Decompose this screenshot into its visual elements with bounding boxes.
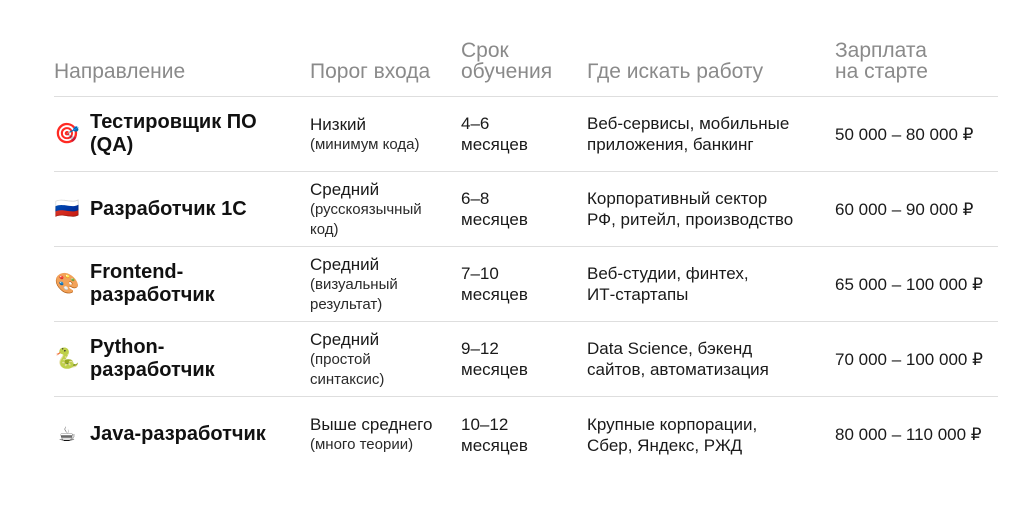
salary-cell: 65 000 – 100 000 ₽ (835, 274, 983, 294)
where-cell: Крупные корпорации, Сбер, Яндекс, РЖД (587, 414, 758, 455)
python-logo-icon: 🐍 (54, 348, 80, 370)
direction-name: Java-разработчик (90, 423, 266, 445)
table-row (54, 97, 998, 172)
career-comparison-table (54, 40, 998, 472)
entry-note: (простой синтаксис) (310, 350, 385, 388)
table-row (54, 322, 998, 397)
header-starting-salary: Зарплата на старте (835, 39, 928, 83)
duration-cell: 10–12 месяцев (461, 414, 528, 455)
target-icon: 🎯 (54, 123, 80, 145)
duration-cell: 4–6 месяцев (461, 114, 528, 154)
salary-cell: 50 000 – 80 000 ₽ (835, 124, 974, 144)
header-where-to-work: Где искать работу (587, 60, 764, 83)
entry-cell (310, 114, 461, 155)
table-row (54, 397, 998, 472)
table-row (54, 247, 998, 322)
palette-icon: 🎨 (54, 273, 80, 295)
header-entry-threshold: Порог входа (310, 60, 431, 83)
entry-cell (310, 329, 461, 390)
duration-cell: 6–8 месяцев (461, 189, 528, 229)
coffee-cup-icon: ☕ (58, 423, 76, 446)
entry-level: Средний (310, 329, 380, 349)
direction-name: Frontend- разработчик (90, 261, 215, 306)
duration-cell: 7–10 месяцев (461, 264, 528, 304)
direction-cell (54, 111, 310, 157)
table-header-row (54, 40, 998, 97)
direction-cell (54, 198, 310, 221)
entry-cell (310, 254, 461, 315)
salary-cell: 80 000 – 110 000 ₽ (835, 425, 982, 444)
direction-name: Тестировщик ПО (QA) (90, 111, 257, 156)
entry-note: (русскоязычный код) (310, 200, 422, 238)
where-cell: Data Science, бэкенд сайтов, автоматизация (587, 339, 769, 379)
duration-cell: 9–12 месяцев (461, 339, 528, 379)
entry-note: (много теории) (310, 436, 414, 453)
table-row (54, 172, 998, 247)
direction-name: Python- разработчик (90, 336, 215, 381)
entry-level: Средний (310, 179, 380, 199)
salary-cell: 70 000 – 100 000 ₽ (835, 349, 983, 369)
entry-note: (минимум кода) (310, 135, 420, 153)
where-cell: Веб-сервисы, мобильные приложения, банкинг (587, 114, 790, 154)
entry-cell (310, 414, 461, 455)
header-duration: Срок обучения (461, 39, 553, 83)
entry-note: (визуальный результат) (310, 275, 398, 313)
where-cell: Корпоративный сектор РФ, ритейл, производство (587, 189, 794, 229)
entry-level: Средний (310, 254, 380, 274)
salary-cell: 60 000 – 90 000 ₽ (835, 199, 974, 219)
direction-name: Разработчик 1С (90, 197, 247, 220)
entry-cell (310, 179, 461, 240)
header-direction: Направление (54, 60, 186, 83)
entry-level: Выше среднего (310, 415, 433, 434)
direction-cell (54, 336, 310, 382)
direction-cell (54, 261, 310, 307)
where-cell: Веб-студии, финтех, ИТ-стартапы (587, 264, 749, 304)
direction-cell (54, 423, 310, 446)
entry-level: Низкий (310, 114, 366, 134)
russia-flag-icon: 🇷🇺 (54, 198, 80, 220)
